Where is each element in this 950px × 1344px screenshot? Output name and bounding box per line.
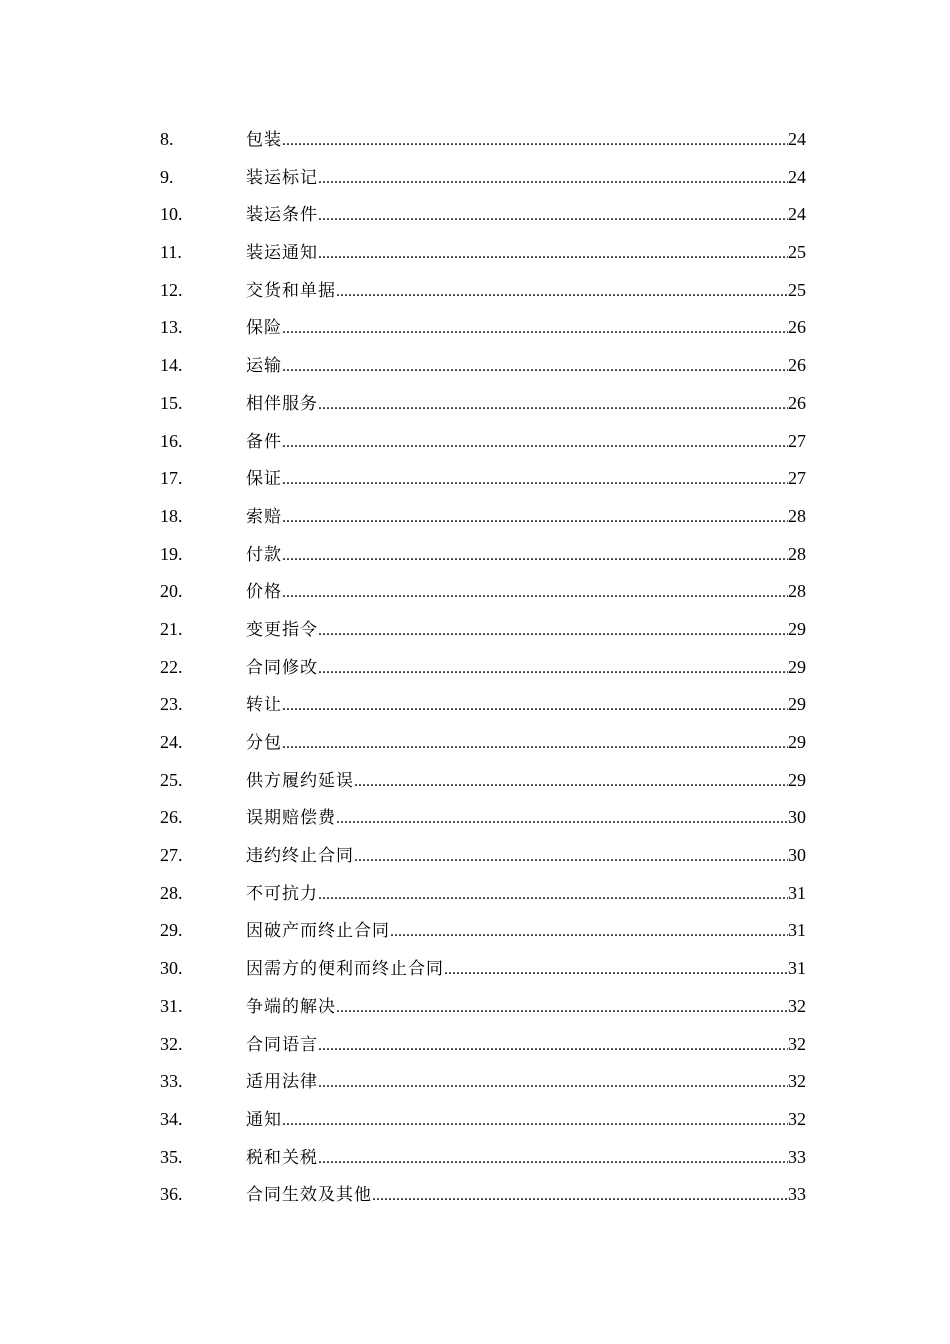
toc-entry-number: 22.: [160, 656, 183, 677]
toc-entry[interactable]: [160, 423, 806, 461]
toc-entry-title: 分包: [246, 733, 282, 753]
toc-entry-page: 24: [788, 129, 806, 149]
toc-entry-page: 31: [788, 958, 806, 979]
toc-entry-number: 11.: [160, 242, 182, 263]
toc-entry[interactable]: [160, 272, 806, 310]
toc-entry-page: 24: [788, 166, 806, 187]
toc-entry-title: 争端的解决: [246, 996, 336, 1017]
toc-entry-page: 30: [788, 845, 806, 866]
toc-entry[interactable]: [160, 611, 806, 649]
toc-entry[interactable]: [160, 988, 806, 1026]
toc-list: [160, 121, 806, 1214]
toc-entry-number: 12.: [160, 279, 183, 300]
toc-entry-page: 33: [788, 1184, 806, 1205]
toc-entry-number: 16.: [160, 430, 183, 451]
toc-entry-number: 30.: [160, 958, 183, 979]
toc-entry-page: 24: [788, 204, 806, 225]
toc-entry[interactable]: [160, 1101, 806, 1139]
toc-entry-page: 29: [788, 694, 806, 715]
toc-dot-leader: [318, 612, 788, 650]
toc-entry-number: 21.: [160, 618, 183, 639]
toc-dot-leader: [318, 1140, 788, 1178]
toc-entry-title: 相伴服务: [246, 393, 318, 414]
toc-entry-page: 29: [788, 618, 806, 639]
toc-entry[interactable]: [160, 460, 806, 498]
toc-entry-number: 23.: [160, 694, 183, 715]
toc-entry-title: 误期赔偿费: [246, 808, 336, 829]
toc-entry-page: 32: [788, 1108, 806, 1129]
toc-dot-leader: [318, 235, 788, 273]
toc-entry-number: 25.: [160, 769, 183, 790]
toc-entry-page: 26: [788, 392, 806, 413]
toc-entry-title: 装运标记: [246, 167, 318, 188]
toc-dot-leader: [282, 537, 788, 575]
toc-entry-page: 29: [788, 732, 806, 752]
toc-entry-page: 28: [788, 581, 806, 602]
toc-entry-page: 32: [788, 995, 806, 1016]
toc-entry-number: 10.: [160, 204, 183, 225]
toc-entry[interactable]: [160, 234, 806, 272]
toc-entry[interactable]: [160, 159, 806, 197]
toc-entry[interactable]: [160, 573, 806, 611]
toc-entry-title: 适用法律: [246, 1072, 318, 1093]
toc-dot-leader: [444, 951, 788, 989]
toc-entry-title: 索赔: [246, 506, 282, 527]
toc-entry-number: 8.: [160, 129, 174, 149]
toc-entry-title: 不可抗力: [246, 883, 318, 904]
toc-dot-leader: [354, 763, 788, 801]
toc-entry-number: 13.: [160, 317, 183, 338]
toc-entry-title: 供方履约延误: [246, 770, 354, 791]
toc-entry-number: 33.: [160, 1071, 183, 1092]
table-of-contents: [160, 121, 806, 1214]
toc-entry-title: 保险: [246, 318, 282, 339]
toc-entry-page: 26: [788, 317, 806, 338]
toc-entry-page: 33: [788, 1146, 806, 1167]
toc-dot-leader: [336, 800, 788, 838]
toc-entry[interactable]: [160, 1063, 806, 1101]
toc-entry-number: 14.: [160, 355, 183, 376]
toc-entry[interactable]: [160, 950, 806, 988]
toc-entry-number: 32.: [160, 1033, 183, 1054]
toc-entry[interactable]: [160, 649, 806, 687]
toc-entry[interactable]: [160, 498, 806, 536]
toc-dot-leader: [318, 160, 788, 198]
toc-entry-title: 包装: [246, 130, 282, 150]
toc-entry[interactable]: [160, 686, 806, 724]
toc-dot-leader: [282, 725, 788, 763]
toc-entry[interactable]: [160, 309, 806, 347]
toc-entry-title: 付款: [246, 544, 282, 565]
toc-entry-page: 32: [788, 1071, 806, 1092]
toc-dot-leader: [354, 838, 788, 876]
toc-entry-title: 税和关税: [246, 1147, 318, 1168]
toc-entry-page: 29: [788, 656, 806, 677]
toc-entry-number: 18.: [160, 505, 183, 526]
toc-entry-page: 28: [788, 505, 806, 526]
toc-entry[interactable]: [160, 1176, 806, 1214]
toc-entry-number: 29.: [160, 920, 183, 941]
toc-dot-leader: [318, 1064, 788, 1102]
toc-entry-page: 26: [788, 355, 806, 376]
toc-entry[interactable]: [160, 1026, 806, 1064]
toc-dot-leader: [282, 310, 788, 348]
toc-entry-page: 29: [788, 769, 806, 790]
toc-entry-page: 27: [788, 468, 806, 489]
toc-entry-title: 变更指令: [246, 619, 318, 640]
toc-entry-title: 运输: [246, 356, 282, 377]
toc-entry[interactable]: [160, 121, 806, 159]
toc-entry-number: 15.: [160, 392, 183, 413]
toc-dot-leader: [282, 1102, 788, 1140]
toc-dot-leader: [282, 499, 788, 537]
toc-entry-title: 因破产而终止合同: [246, 921, 390, 942]
toc-entry-number: 36.: [160, 1184, 183, 1205]
toc-entry-page: 31: [788, 882, 806, 903]
toc-entry-title: 装运条件: [246, 205, 318, 226]
toc-entry-title: 合同语言: [246, 1034, 318, 1055]
toc-entry[interactable]: [160, 196, 806, 234]
toc-entry-title: 合同修改: [246, 657, 318, 678]
toc-dot-leader: [282, 461, 788, 499]
toc-dot-leader: [282, 348, 788, 386]
toc-entry-number: 28.: [160, 882, 183, 903]
toc-entry-page: 28: [788, 543, 806, 564]
toc-dot-leader: [318, 1027, 788, 1065]
toc-entry-title: 价格: [246, 582, 282, 603]
toc-entry-number: 24.: [160, 732, 183, 752]
toc-dot-leader: [318, 197, 788, 235]
toc-entry[interactable]: [160, 837, 806, 875]
toc-dot-leader: [282, 574, 788, 612]
toc-dot-leader: [318, 876, 788, 914]
toc-entry[interactable]: [160, 912, 806, 950]
toc-entry-page: 32: [788, 1033, 806, 1054]
toc-entry-title: 违约终止合同: [246, 846, 354, 867]
toc-entry-page: 30: [788, 807, 806, 828]
toc-entry-title: 保证: [246, 469, 282, 490]
toc-entry[interactable]: [160, 799, 806, 837]
toc-entry[interactable]: [160, 385, 806, 423]
toc-entry-title: 通知: [246, 1109, 282, 1130]
toc-entry-number: 17.: [160, 468, 183, 489]
toc-entry-title: 合同生效及其他: [246, 1185, 372, 1206]
toc-entry-title: 因需方的便利而终止合同: [246, 959, 444, 980]
toc-entry-page: 25: [788, 279, 806, 300]
toc-entry[interactable]: [160, 762, 806, 800]
toc-dot-leader: [390, 913, 788, 951]
toc-entry[interactable]: [160, 347, 806, 385]
toc-entry-title: 转让: [246, 695, 282, 716]
toc-entry-number: 9.: [160, 166, 174, 187]
toc-entry-page: 27: [788, 430, 806, 451]
toc-entry-title: 装运通知: [246, 243, 318, 264]
toc-entry[interactable]: [160, 1139, 806, 1177]
toc-entry[interactable]: [160, 536, 806, 574]
toc-dot-leader: [282, 122, 788, 160]
toc-dot-leader: [336, 273, 788, 311]
toc-entry-number: 19.: [160, 543, 183, 564]
toc-entry-title: 备件: [246, 431, 282, 452]
toc-entry-number: 31.: [160, 995, 183, 1016]
toc-entry[interactable]: [160, 724, 806, 762]
toc-entry-page: 31: [788, 920, 806, 941]
toc-entry-number: 35.: [160, 1146, 183, 1167]
toc-dot-leader: [336, 989, 788, 1027]
toc-dot-leader: [318, 650, 788, 688]
toc-dot-leader: [318, 386, 788, 424]
toc-dot-leader: [372, 1177, 788, 1215]
toc-dot-leader: [282, 687, 788, 725]
toc-entry-number: 27.: [160, 845, 183, 866]
toc-entry[interactable]: [160, 875, 806, 913]
toc-entry-title: 交货和单据: [246, 280, 336, 301]
toc-entry-page: 25: [788, 242, 806, 263]
toc-dot-leader: [282, 424, 788, 462]
toc-entry-number: 20.: [160, 581, 183, 602]
toc-entry-number: 34.: [160, 1108, 183, 1129]
toc-entry-number: 26.: [160, 807, 183, 828]
